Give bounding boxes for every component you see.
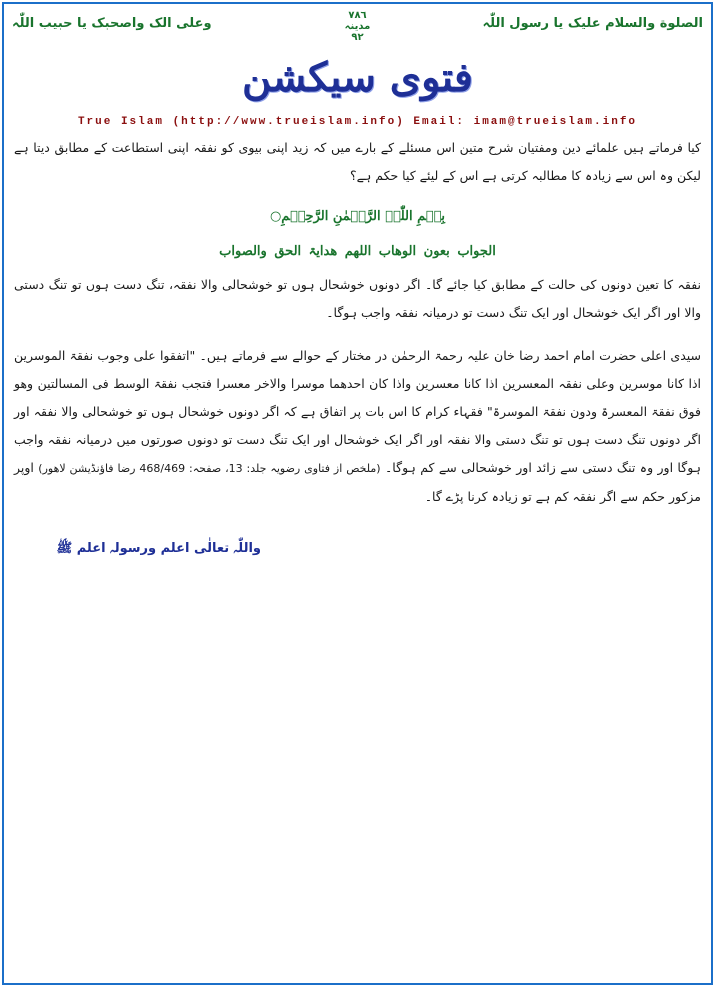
closing-line: واللّٰہ تعالٰی اعلم ورسولہ اعلم ﷺ — [56, 541, 261, 556]
contact-line: True Islam (http://www.trueislam.info) Email: imam@trueislam.info — [77, 116, 638, 128]
page-title: فتوی سیکشن — [242, 54, 473, 101]
medina-number: ٧٨٦ — [348, 10, 367, 21]
medina-emblem — [345, 10, 371, 43]
header — [12, 10, 703, 50]
question-text: کیا فرماتے ہیں علمائے دین ومفتیان شرح متین اس مسئلے کے بارے میں کہ زید اپنی بیوی کو نفقہ اپنی استطاعت کے مطابق دیتا ہے لیکن وہ اس سے زیادہ کا مطالبہ کرتی ہے اس کے لیئے کیا حکم ہے؟ — [14, 140, 701, 183]
salutation-right: الصلوة والسلام علیک یا رسول اللّٰہ — [482, 16, 703, 31]
page-frame — [2, 2, 713, 985]
answer-paragraph-2-end: اوپر مزکور حکم سے اگر نفقہ کم ہے تو زیادہ کرنا پڑے گا۔ — [14, 460, 701, 504]
answer-paragraph-1: نفقہ کا تعین دونوں کی حالت کے مطابق کیا جائے گا۔ اگر دونوں خوشحال ہوں تو خوشحالی والا نفقہ، تنگ دست ہوں تو تنگ دستی والا اور اگر ایک خوشحال اور ایک تنگ دست تو درمیانہ نفقہ واجب ہوگا۔ — [14, 277, 701, 320]
medina-number-2: ٩٢ — [351, 32, 364, 43]
bismillah: بِسۡمِ اللّٰہِ الرَّحۡمٰنِ الرَّحِیۡمِ○ — [269, 209, 446, 224]
salutation-left: وعلی الک واصحبک یا حبیب اللّٰہ — [12, 16, 212, 31]
answer-paragraph-2 — [14, 342, 701, 511]
medina-word: مدینہ — [344, 21, 371, 32]
answer-heading: الجواب بعون الوھاب اللھم ھدایۃ الحق والصواب — [219, 244, 496, 259]
reference-citation: (ملخص از فتاوی رضویہ جلد: 13، صفحہ: 468/469 رضا فاؤنڈیشن لاھور) — [38, 462, 381, 475]
answer-paragraph-2-text: سیدی اعلی حضرت امام احمد رضا خان علیہ رحمۃ الرحمٰن در مختار کے حوالے سے فرماتے ہیں۔ "اتفقوا علی وجوب نفقۃ الموسرین اذا کانا موسرین وعلی نفقہ المعسرین اذا کانا معسرین واذا کان احدھما موسرا والاخر معسرا فتجب نفقۃ الوسط فی المسالتین وھو فوق نفقۃ المعسرۃ ودون نفقۃ الموسرۃ" فقہاء کرام کا اس بات پر اتفاق ہے کہ اگر دونوں خوشحال ہوں تو خوشحالی والا نفقہ اور اگر دونوں تنگ دست ہوں تو تنگ دستی والا نفقہ اور اگر ایک خوشحال اور ایک تنگ دست تو دونوں صورتوں میں درمیانہ نفقہ واجب ہوگا اور وہ تنگ دستی سے زائد اور خوشحالی سے کم ہوگا۔ — [14, 348, 701, 475]
